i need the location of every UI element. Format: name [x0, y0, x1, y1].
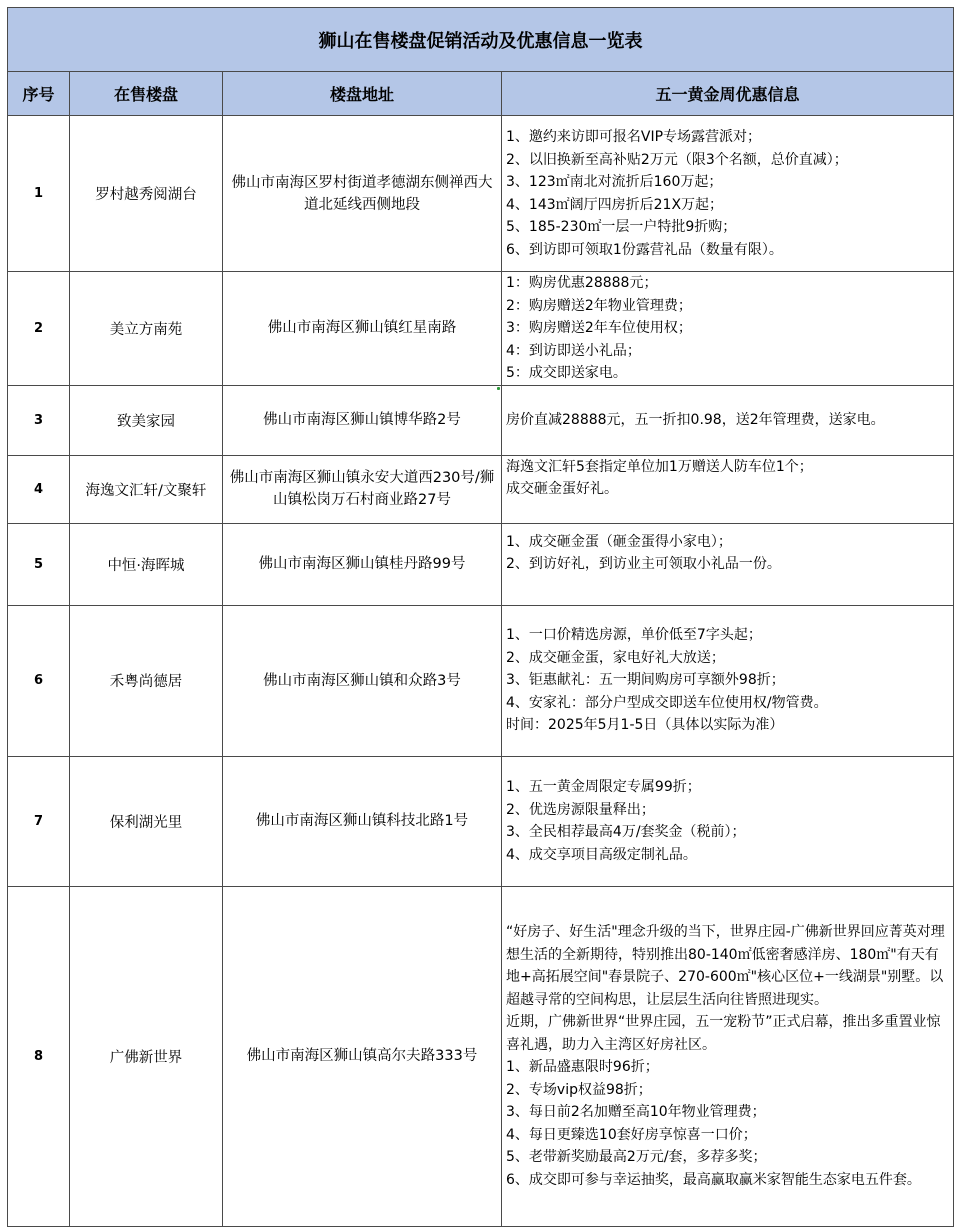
row-number: 8: [8, 886, 70, 1226]
promo-table: [7, 7, 954, 1227]
promo-line: 2、成交砸金蛋，家电好礼大放送；: [506, 649, 725, 666]
row-number: 7: [8, 756, 70, 886]
promo-line: 6、成交即可参与幸运抽奖，最高赢取赢米家智能生态家电五件套。: [506, 1171, 921, 1188]
promo-info: [502, 756, 954, 886]
promo-info: [502, 272, 954, 386]
table-row: [8, 523, 954, 605]
row-number: 6: [8, 605, 70, 756]
promo-line: 房价直减28888元，五一折扣0.98，送2年管理费，送家电。: [506, 411, 885, 428]
promo-line: 1、成交砸金蛋（砸金蛋得小家电）；: [506, 533, 732, 550]
property-address: 佛山市南海区狮山镇桂丹路99号: [223, 523, 502, 605]
promo-info: [502, 455, 954, 523]
property-name: 美立方南苑: [70, 272, 223, 386]
property-name: 中恒·海晖城: [70, 523, 223, 605]
property-name: 广佛新世界: [70, 886, 223, 1226]
promo-line: 5：成交即送家电。: [506, 365, 627, 381]
header-no: 序号: [8, 72, 70, 116]
promo-line: 时间：2025年5月1-5日（具体以实际为准）: [506, 717, 784, 734]
promo-line: 3、123㎡南北对流折后160万起；: [506, 174, 723, 190]
header-row: [8, 72, 954, 116]
property-address: 佛山市南海区狮山镇科技北路1号: [223, 756, 502, 886]
row-number: 2: [8, 272, 70, 386]
table-row: [8, 605, 954, 756]
row-number: 3: [8, 385, 70, 455]
property-name: 海逸文汇轩/文聚轩: [70, 455, 223, 523]
table-row: [8, 455, 954, 523]
property-name: 保利湖光里: [70, 756, 223, 886]
promo-line: 2、专场vip权益98折；: [506, 1081, 652, 1098]
promo-info: [502, 886, 954, 1226]
promo-line: 1：购房优惠28888元；: [506, 275, 658, 291]
promo-line: 1、新品盛惠限时96折；: [506, 1059, 659, 1075]
promo-line: 2、到访好礼，到访业主可领取小礼品一份。: [506, 556, 781, 572]
promo-line: 近期，广佛新世界“世界庄园，五一宠粉节”正式启幕，推出多重置业惊喜礼遇，助力入主湾区好房社区。: [506, 1014, 941, 1053]
table-row: [8, 756, 954, 886]
promo-line: 4、143㎡阔厅四房折后21X万起；: [506, 196, 724, 213]
promo-line: 2：购房赠送2年物业管理费；: [506, 297, 692, 314]
promo-info: [502, 385, 954, 455]
property-name: 禾粤尚德居: [70, 605, 223, 756]
promo-line: [506, 501, 949, 523]
promo-line: 3、每日前2名加赠至高10年物业管理费；: [506, 1104, 766, 1120]
promo-line: 4、安家礼：部分户型成交即送车位使用权/物管费。: [506, 694, 828, 711]
promo-line: 1、一口价精选房源，单价低至7字头起；: [506, 627, 762, 644]
property-address: 佛山市南海区狮山镇红星南路: [223, 272, 502, 386]
table-row: [8, 116, 954, 272]
promo-line: 海逸文汇轩5套指定单位加1万赠送人防车位1个；: [506, 458, 813, 475]
property-address: 佛山市南海区狮山镇和众路3号: [223, 605, 502, 756]
promo-line: 4、每日更臻选10套好房享惊喜一口价；: [506, 1126, 757, 1143]
promo-line: 3：购房赠送2年车位使用权；: [506, 320, 692, 336]
promo-line: “好房子、好生活"理念升级的当下，世界庄园-广佛新世界回应菁英对理想生活的全新期待，特别推出80-140㎡低密奢感洋房、180㎡"有天有地+高拓展空间"春景院子、270-600㎡"核心区位+一线湖景"别墅。以超越寻常的空间构思，让层层生活向往皆照进现实。: [506, 924, 945, 1008]
property-address: 佛山市南海区狮山镇高尔夫路333号: [223, 886, 502, 1226]
promo-line: 1、邀约来访即可报名VIP专场露营派对；: [506, 129, 762, 145]
row-number: 5: [8, 523, 70, 605]
table-title: 狮山在售楼盘促销活动及优惠信息一览表: [8, 8, 954, 72]
row-number: 4: [8, 455, 70, 523]
promo-line: 3、全民相荐最高4万/套奖金（税前）；: [506, 824, 746, 840]
promo-line: 6、到访即可领取1份露营礼品（数量有限）。: [506, 241, 783, 258]
property-name: 罗村越秀阅湖台: [70, 116, 223, 272]
promo-line: 4：到访即送小礼品；: [506, 342, 641, 359]
header-address: 楼盘地址: [223, 72, 502, 116]
promo-line: 5、185-230㎡一层一户特批9折购；: [506, 219, 737, 235]
promo-line: 2、优选房源限量释出；: [506, 801, 655, 818]
property-address: 佛山市南海区罗村街道孝德湖东侧禅西大道北延线西侧地段: [223, 116, 502, 272]
promo-line: 1、五一黄金周限定专属99折；: [506, 779, 701, 795]
promo-line: 3、钜惠献礼：五一期间购房可享额外98折；: [506, 672, 785, 689]
header-promo: 五一黄金周优惠信息: [502, 72, 954, 116]
promo-line: 5、老带新奖励最高2万元/套，多荐多奖；: [506, 1149, 767, 1165]
property-name: 致美家园: [70, 385, 223, 455]
table-row: [8, 272, 954, 386]
table-row: [8, 886, 954, 1226]
property-address: 佛山市南海区狮山镇博华路2号: [223, 385, 502, 455]
table-row: [8, 385, 954, 455]
promo-line: [506, 576, 949, 598]
promo-table-container: [7, 7, 953, 1227]
cell-marker: [497, 387, 500, 390]
promo-line: 2、以旧换新至高补贴2万元（限3个名额，总价直减）；: [506, 151, 848, 168]
promo-info: [502, 116, 954, 272]
row-number: 1: [8, 116, 70, 272]
promo-line: 4、成交享项目高级定制礼品。: [506, 846, 697, 863]
promo-line: 成交砸金蛋好礼。: [506, 481, 618, 497]
promo-info: [502, 523, 954, 605]
promo-info: [502, 605, 954, 756]
property-address: 佛山市南海区狮山镇永安大道西230号/狮山镇松岗万石村商业路27号: [223, 455, 502, 523]
header-name: 在售楼盘: [70, 72, 223, 116]
